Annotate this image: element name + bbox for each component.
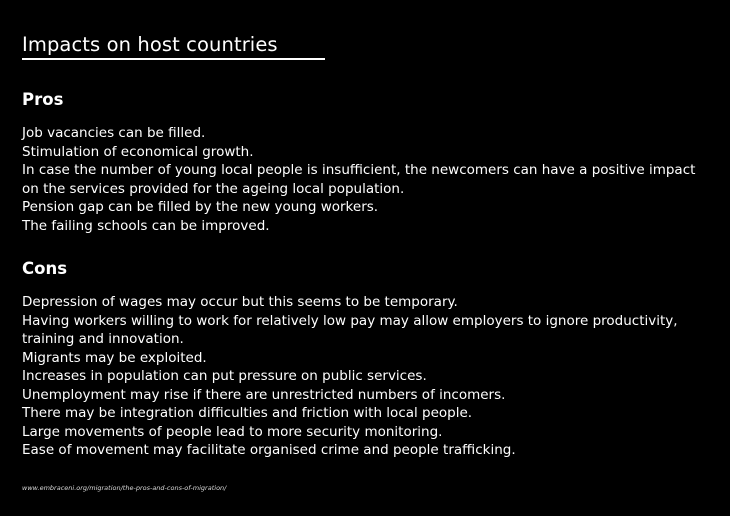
cons-item: Depression of wages may occur but this seems to be temporary. [22,294,458,310]
cons-item: There may be integration difficulties and friction with local people. [22,405,473,421]
cons-item: Having workers willing to work for relatively low pay may allow employers to ignore productivity, training and innovation. [22,312,678,347]
cons-item: Increases in population can put pressure on public services. [22,368,427,384]
pros-item: In case the number of young local people is insufficient, the newcomers can have a positive impact on the services provided for the ageing local population. [22,162,696,197]
source-link[interactable]: www.embraceni.org/migration/the-pros-and-cons-of-migration/ [22,484,227,492]
cons-item: Unemployment may rise if there are unrestricted numbers of incomers. [22,386,506,403]
title-underline [22,58,325,60]
pros-item: Job vacancies can be filled. [22,125,206,141]
cons-item: Ease of movement may facilitate organised crime and people trafficking. [22,442,516,458]
cons-item: Large movements of people lead to more security monitoring. [22,423,443,440]
cons-list [22,293,712,460]
pros-heading: Pros [22,90,64,109]
pros-item: Pension gap can be filled by the new young workers. [22,199,379,215]
pros-item: Stimulation of economical growth. [22,143,254,160]
cons-item: Migrants may be exploited. [22,349,207,366]
pros-list [22,124,712,235]
cons-heading: Cons [22,259,68,278]
pros-item: The failing schools can be improved. [22,217,270,234]
page-title: Impacts on host countries [22,33,278,56]
